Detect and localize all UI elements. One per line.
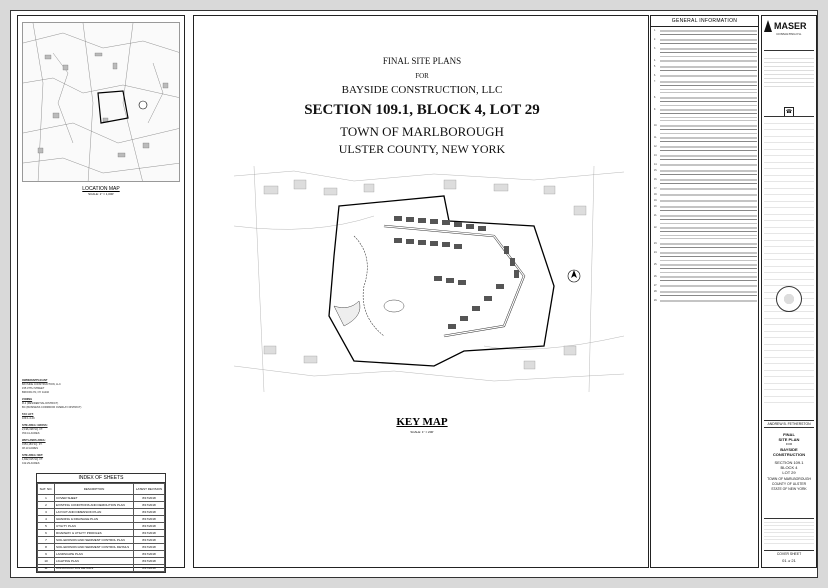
table-row — [38, 551, 165, 558]
table-cell: LANDSCAPE PLAN — [55, 551, 134, 558]
general-note — [654, 39, 757, 46]
general-note-text — [660, 137, 757, 144]
general-note — [654, 215, 757, 225]
general-note — [654, 164, 757, 168]
table-cell: 8/17/2018 — [134, 565, 165, 572]
general-note-text — [660, 206, 757, 213]
index-header: DESCRIPTION — [55, 484, 134, 495]
general-note-text — [660, 109, 757, 123]
general-note-number: 18. — [654, 194, 658, 196]
table-cell: 9 — [38, 551, 55, 558]
general-note — [654, 30, 757, 37]
general-note-text — [660, 215, 757, 225]
table-cell: 8/17/2018 — [134, 502, 165, 509]
general-note — [654, 137, 757, 144]
general-note-text — [660, 227, 757, 241]
contact-icons — [764, 100, 814, 115]
general-note — [654, 264, 757, 274]
general-note-text — [660, 300, 757, 304]
title-line-6: ULSTER COUNTY, NEW YORK — [338, 142, 506, 156]
county-label: COUNTY OF ULSTER — [771, 482, 807, 486]
main-panel — [193, 15, 649, 568]
sheet-title-line: CONSTRUCTION — [772, 452, 806, 457]
firm-name: MASER — [774, 21, 807, 31]
table-cell: 8/17/2018 — [134, 544, 165, 551]
table-cell: COVER SHEET — [55, 495, 134, 502]
general-note — [654, 97, 757, 107]
sheet-total: 21 — [791, 558, 796, 563]
wetland-line: ±354,183 SQ. FT. — [22, 443, 43, 446]
general-note — [654, 276, 757, 283]
table-cell: 8/17/2018 — [134, 516, 165, 523]
table-cell: UTILITY PLAN — [55, 523, 134, 530]
table-cell: 7 — [38, 537, 55, 544]
general-info-panel — [650, 15, 759, 568]
general-note — [654, 188, 757, 192]
general-note-number: 21. — [654, 215, 658, 217]
net-line: ±42.29 ACRES — [22, 462, 40, 465]
firm-subtitle: CONSULTING P.A. — [776, 32, 802, 36]
general-note-number: 24. — [654, 252, 658, 254]
client-name: ANDREW B. FETHERSTON — [764, 420, 814, 428]
general-note-number: 28. — [654, 291, 658, 293]
general-note-text — [660, 39, 757, 46]
general-note-number: 7. — [654, 81, 656, 83]
table-cell: CONSTRUCTION DETAILS — [55, 565, 134, 572]
general-note-text — [660, 285, 757, 289]
general-note-number: 29. — [654, 300, 658, 302]
table-row — [38, 509, 165, 516]
general-note — [654, 125, 757, 135]
general-note — [654, 66, 757, 73]
general-note — [654, 48, 757, 58]
table-cell: 8/17/2018 — [134, 530, 165, 537]
general-note-text — [660, 170, 757, 177]
sheet-title-block — [764, 432, 814, 494]
general-note-text — [660, 60, 757, 64]
general-note-text — [660, 81, 757, 95]
general-note — [654, 109, 757, 123]
general-note-text — [660, 291, 757, 298]
table-row — [38, 516, 165, 523]
table-row — [38, 495, 165, 502]
general-note-text — [660, 155, 757, 162]
table-cell: 8/17/2018 — [134, 509, 165, 516]
title-line-2: FOR — [415, 72, 429, 80]
stamp-block — [764, 518, 814, 549]
table-row — [38, 544, 165, 551]
general-note-number: 13. — [654, 155, 658, 157]
table-cell: LAYOUT AND DIMENSION PLAN — [55, 509, 134, 516]
table-cell: SOIL EROSION AND SEDIMENT CONTROL DETAILS — [55, 544, 134, 551]
table-row — [38, 523, 165, 530]
general-note-number: 15. — [654, 170, 658, 172]
general-note-text — [660, 125, 757, 135]
index-of-sheets — [36, 473, 166, 573]
table-row — [38, 502, 165, 509]
section-label: SECTION 109.1 — [774, 460, 804, 465]
general-note — [654, 300, 757, 304]
key-map-title: KEY MAP — [396, 416, 448, 428]
general-note-text — [660, 48, 757, 58]
table-cell: 11 — [38, 565, 55, 572]
general-note-text — [660, 75, 757, 79]
key-map-scale: SCALE: 1" = 200' — [410, 430, 434, 434]
index-header: SHT. NO. — [38, 484, 55, 495]
firm-logo-icon — [764, 20, 772, 32]
lot-label: LOT 29 — [782, 470, 796, 475]
general-note — [654, 81, 757, 95]
drawing-sheet — [10, 10, 818, 578]
general-note — [654, 170, 757, 177]
tax-heading: TAX LOT: — [22, 413, 34, 416]
location-map-scale: SCALE: 1" = 1,000' — [88, 192, 114, 196]
title-line-4: SECTION 109.1, BLOCK 4, LOT 29 — [304, 102, 540, 118]
table-cell: 3 — [38, 509, 55, 516]
general-note-text — [660, 146, 757, 153]
general-note — [654, 285, 757, 289]
table-cell: 6 — [38, 530, 55, 537]
table-cell: 4 — [38, 516, 55, 523]
location-map-title: LOCATION MAP — [82, 186, 120, 192]
general-note-number: 17. — [654, 188, 658, 190]
general-info-title: GENERAL INFORMATION — [651, 16, 758, 27]
phone-icon: ☎ — [785, 109, 793, 115]
table-cell: 8 — [38, 544, 55, 551]
general-note — [654, 146, 757, 153]
index-title: INDEX OF SHEETS — [37, 474, 165, 483]
applicant-line: BROOKLYN, NY 11232 — [22, 391, 49, 394]
general-note-text — [660, 194, 757, 198]
tax-line: 109.1-4-29 — [22, 417, 35, 420]
general-note — [654, 60, 757, 64]
title-line-1: FINAL SITE PLANS — [382, 56, 462, 66]
table-cell: 8/17/2018 — [134, 551, 165, 558]
owner-info — [22, 376, 142, 466]
general-note-number: 11. — [654, 137, 658, 139]
applicant-line: BAYSIDE CONSTRUCTION, LLC — [22, 383, 61, 386]
sheet-number — [764, 558, 814, 563]
revision-area — [764, 116, 814, 417]
title-line-3: BAYSIDE CONSTRUCTION, LLC — [341, 84, 503, 96]
general-note-text — [660, 97, 757, 107]
general-note-number: 4. — [654, 60, 656, 62]
sheet-title-line: SITE PLAN — [778, 437, 800, 442]
general-notes — [654, 30, 757, 306]
sheet-of: of — [787, 559, 791, 563]
general-note — [654, 227, 757, 241]
key-map — [234, 166, 624, 392]
net-heading: SITE AREA: NET: — [22, 454, 44, 457]
general-note-number: 8. — [654, 97, 656, 99]
zoning-line: R-1 (RESIDENTIAL DISTRICT) — [22, 402, 59, 405]
table-cell: SOIL EROSION AND SEDIMENT CONTROL PLAN — [55, 537, 134, 544]
general-note-text — [660, 252, 757, 262]
town-label: TOWN OF MARLBOROUGH — [767, 477, 811, 481]
general-note-text — [660, 66, 757, 73]
table-cell: EXISTING CONDITIONS AND DEMOLITION PLAN — [55, 502, 134, 509]
table-row — [38, 565, 165, 572]
general-note-text — [660, 164, 757, 168]
block-label: BLOCK 4 — [780, 465, 798, 470]
general-note — [654, 194, 757, 198]
general-note-number: 23. — [654, 243, 658, 245]
general-note-number: 9. — [654, 109, 656, 111]
table-cell: ROADWAY & UTILITY PROFILES — [55, 530, 134, 537]
general-note — [654, 75, 757, 79]
area-line: 2,196,198 SQ. FT. — [22, 428, 44, 431]
table-cell: GRADING & DRAINAGE PLAN — [55, 516, 134, 523]
general-note-number: 14. — [654, 164, 658, 166]
general-note-number: 12. — [654, 146, 658, 148]
firm-logo-block — [764, 20, 814, 51]
state-label: STATE OF NEW YORK — [771, 487, 807, 491]
sheet-title-line: FINAL — [783, 432, 795, 437]
index-table — [37, 483, 165, 572]
table-cell: 10 — [38, 558, 55, 565]
general-note-number: 20. — [654, 206, 658, 208]
general-note-number: 5. — [654, 66, 656, 68]
wetland-heading: WETLANDS AREA: — [22, 439, 46, 442]
sheet-title-line: FOR — [785, 442, 793, 446]
title-block — [761, 15, 817, 568]
general-note — [654, 243, 757, 250]
title-line-5: TOWN OF MARLBOROUGH — [340, 124, 504, 139]
table-row — [38, 530, 165, 537]
general-note-number: 19. — [654, 200, 658, 202]
general-note-text — [660, 243, 757, 250]
area-heading: SITE AREA: GROSS: — [22, 424, 48, 427]
table-cell: 8/17/2018 — [134, 495, 165, 502]
table-cell: 2 — [38, 502, 55, 509]
general-note — [654, 291, 757, 298]
table-cell: LIGHTING PLAN — [55, 558, 134, 565]
location-map-drawing — [23, 23, 180, 182]
firm-text-lines — [764, 56, 814, 96]
key-map-drawing — [234, 166, 624, 392]
general-note-text — [660, 30, 757, 37]
sheet-title-line: BAYSIDE — [780, 447, 798, 452]
general-note-number: 2. — [654, 39, 656, 41]
location-map — [22, 22, 180, 182]
index-header: LATEST REVISION — [134, 484, 165, 495]
table-row — [38, 537, 165, 544]
zoning-line: BC (BUSINESS CORRIDOR OVERLAY DISTRICT) — [22, 406, 82, 409]
wetland-line: ±8.13 ACRES — [22, 447, 38, 450]
general-note — [654, 200, 757, 204]
applicant-line: 155 37TH STREET — [22, 387, 45, 390]
general-note — [654, 155, 757, 162]
general-note-number: 1. — [654, 30, 656, 32]
general-note — [654, 252, 757, 262]
general-note-number: 16. — [654, 179, 658, 181]
table-cell: 1 — [38, 495, 55, 502]
table-cell: 8/17/2018 — [134, 537, 165, 544]
general-note-text — [660, 179, 757, 186]
general-note-text — [660, 264, 757, 274]
seal — [764, 286, 814, 314]
general-note — [654, 206, 757, 213]
general-note-number: 22. — [654, 227, 658, 229]
left-panel — [17, 15, 185, 568]
table-cell: 5 — [38, 523, 55, 530]
general-note-number: 10. — [654, 125, 658, 127]
general-note-number: 26. — [654, 276, 658, 278]
general-note — [654, 179, 757, 186]
general-note-text — [660, 188, 757, 192]
sheet-num: 01 — [782, 558, 787, 563]
zoning-heading: ZONING — [22, 398, 33, 401]
sheet-name: COVER SHEET — [764, 550, 814, 556]
general-note-text — [660, 200, 757, 204]
general-note-number: 3. — [654, 48, 656, 50]
net-line: 1,842,015 SQ. FT. — [22, 458, 44, 461]
general-note-number: 27. — [654, 285, 658, 287]
applicant-heading: OWNER/APPLICANT — [22, 379, 48, 382]
general-note-number: 6. — [654, 75, 656, 77]
area-line: ±50.41 ACRES — [22, 432, 40, 435]
table-cell: 8/17/2018 — [134, 558, 165, 565]
table-row — [38, 558, 165, 565]
general-note-number: 25. — [654, 264, 658, 266]
general-note-text — [660, 276, 757, 283]
table-cell: 8/17/2018 — [134, 523, 165, 530]
